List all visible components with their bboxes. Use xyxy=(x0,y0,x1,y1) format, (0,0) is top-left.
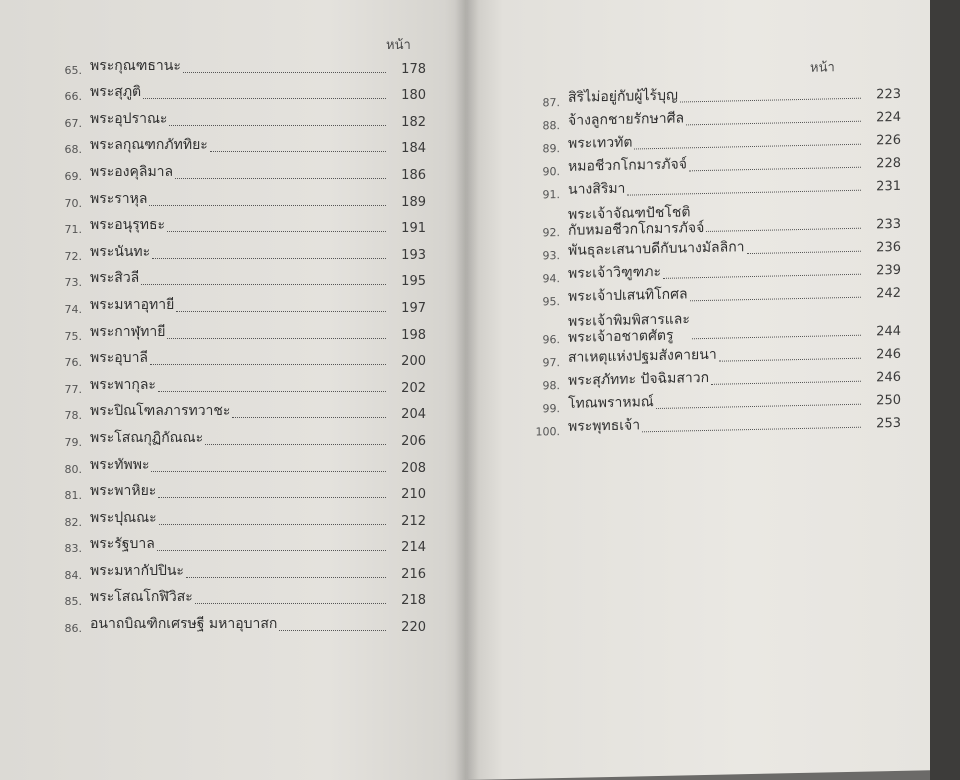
entry-number: 84. xyxy=(64,568,82,582)
entry-page-number: 223 xyxy=(876,86,901,103)
entry-title: พระราหุล xyxy=(90,190,148,207)
left-page xyxy=(0,0,468,780)
entry-page-number: 244 xyxy=(876,323,901,340)
entry-title: พระโสณกุฏิกัณณะ xyxy=(90,429,204,446)
toc-entry xyxy=(48,422,426,449)
entry-title: พระโสณโกฬิวิสะ xyxy=(90,589,193,606)
entry-title: สาเหตุแห่งปฐมสังคายนา xyxy=(568,346,717,366)
entry-title-line1: พระเจ้าจัณฑปัชโชติ xyxy=(568,204,691,223)
entry-title: พระเจ้าปเสนทิโกศล xyxy=(568,286,688,305)
entry-number: 81. xyxy=(64,489,82,503)
toc-entry xyxy=(48,396,426,423)
entry-title: พระสุภูติ xyxy=(90,84,142,101)
dot-leader xyxy=(692,335,861,340)
entry-number: 65. xyxy=(64,63,82,77)
entry-page-number: 246 xyxy=(876,346,901,363)
entry-number: 66. xyxy=(64,90,82,104)
dot-leader xyxy=(151,471,386,472)
entry-page-number: 204 xyxy=(401,407,426,423)
entry-number: 94. xyxy=(542,272,560,286)
entry-number: 87. xyxy=(542,96,560,110)
dot-leader xyxy=(149,205,386,206)
entry-page-number: 231 xyxy=(876,178,901,195)
entry-number: 98. xyxy=(542,379,560,393)
dot-leader xyxy=(195,603,386,604)
toc-entry xyxy=(48,289,426,316)
toc-entry xyxy=(48,369,426,396)
toc-list-right xyxy=(526,79,901,439)
entry-page-number: 180 xyxy=(401,88,426,104)
entry-title: โทณพราหมณ์ xyxy=(568,394,654,412)
entry-number: 82. xyxy=(64,515,82,529)
entry-title: จ้างลูกชายรักษาศีล xyxy=(568,110,685,129)
entry-number: 89. xyxy=(542,142,560,156)
entry-title: พระเจ้าวิฑูฑภะ xyxy=(568,263,661,282)
entry-page-number: 239 xyxy=(876,262,901,279)
entry-page-number: 191 xyxy=(401,221,426,237)
dot-leader xyxy=(169,125,386,126)
dot-leader xyxy=(176,311,386,312)
entry-number: 97. xyxy=(542,356,560,370)
toc-entry xyxy=(48,343,426,370)
entry-number: 88. xyxy=(542,119,560,133)
dot-leader xyxy=(143,98,386,99)
entry-page-number: 197 xyxy=(401,300,426,316)
entry-number: 78. xyxy=(64,409,82,423)
dot-leader xyxy=(711,381,861,385)
entry-title: พระอนุรุทธะ xyxy=(90,217,166,234)
entry-title: พระอุปราณะ xyxy=(90,110,168,127)
entry-page-number: 184 xyxy=(401,141,426,157)
toc-entry xyxy=(48,103,426,130)
background-edge xyxy=(930,0,960,780)
book-spine xyxy=(455,0,479,780)
entry-number: 96. xyxy=(542,333,560,347)
entry-page-number: 195 xyxy=(401,274,426,290)
dot-leader xyxy=(158,497,386,498)
toc-list-left xyxy=(48,50,426,635)
entry-page-number: 202 xyxy=(401,380,426,396)
dot-leader xyxy=(686,121,861,126)
dot-leader xyxy=(706,228,861,232)
dot-leader xyxy=(205,444,386,445)
entry-title: สิริไม่อยู่กับผู้ไร้บุญ xyxy=(568,87,678,106)
entry-title: อนาถบิณฑิกเศรษฐี มหาอุบาสก xyxy=(90,616,278,633)
entry-title: พระกุณฑธานะ xyxy=(90,57,181,74)
entry-title: พระนันทะ xyxy=(90,243,151,260)
entry-page-number: 216 xyxy=(401,566,426,582)
entry-page-number: 250 xyxy=(876,392,901,409)
dot-leader xyxy=(167,231,386,232)
entry-title-line1: พระเจ้าพิมพิสารและ xyxy=(568,311,690,330)
entry-number: 74. xyxy=(64,302,82,316)
entry-number: 90. xyxy=(542,165,560,179)
entry-number: 67. xyxy=(64,116,82,130)
entry-number: 76. xyxy=(64,356,82,370)
entry-number: 77. xyxy=(64,382,82,396)
entry-number: 72. xyxy=(64,249,82,263)
entry-page-number: 228 xyxy=(876,155,901,172)
entry-page-number: 224 xyxy=(876,109,901,126)
entry-number: 79. xyxy=(64,435,82,449)
dot-leader xyxy=(690,297,861,302)
toc-entry xyxy=(48,316,426,343)
entry-page-number: 206 xyxy=(401,433,426,449)
entry-number: 73. xyxy=(64,276,82,290)
entry-number: 80. xyxy=(64,462,82,476)
entry-title: พระรัฐบาล xyxy=(90,536,155,553)
entry-page-number: 226 xyxy=(876,132,901,149)
toc-entry xyxy=(48,476,426,503)
dot-leader xyxy=(159,524,386,525)
entry-title: พระสิวลี xyxy=(90,270,140,287)
entry-page-number: 253 xyxy=(876,415,901,432)
toc-entry xyxy=(48,77,426,104)
entry-page-number: 186 xyxy=(401,167,426,183)
toc-entry xyxy=(48,582,426,609)
entry-title: หมอชีวกโกมารภัจจ์ xyxy=(568,156,687,175)
entry-page-number: 208 xyxy=(401,460,426,476)
entry-title: พระปิณโฑลภารทวาชะ xyxy=(90,403,231,420)
entry-page-number: 212 xyxy=(401,513,426,529)
dot-leader xyxy=(680,98,861,103)
dot-leader xyxy=(689,167,861,172)
entry-title: พระพุทธเจ้า xyxy=(568,417,641,435)
entry-number: 71. xyxy=(64,223,82,237)
entry-page-number: 242 xyxy=(876,285,901,302)
toc-entry xyxy=(48,130,426,157)
entry-page-number: 178 xyxy=(401,61,426,77)
entry-number: 69. xyxy=(64,169,82,183)
entry-number: 99. xyxy=(542,402,560,416)
entry-number: 85. xyxy=(64,595,82,609)
entry-page-number: 200 xyxy=(401,354,426,370)
entry-page-number: 236 xyxy=(876,239,901,256)
entry-number: 83. xyxy=(64,542,82,556)
toc-entry xyxy=(48,449,426,476)
toc-entry xyxy=(48,210,426,237)
toc-entry xyxy=(48,502,426,529)
entry-title: พระอุบาลี xyxy=(90,350,149,367)
dot-leader xyxy=(167,338,386,339)
toc-entry xyxy=(48,608,426,635)
entry-page-number: 246 xyxy=(876,369,901,386)
right-page xyxy=(466,0,930,780)
entry-title: กับหมอชีวกโกมารภัจจ์ xyxy=(568,220,705,239)
dot-leader xyxy=(232,417,386,418)
toc-entry xyxy=(48,555,426,582)
entry-page-number: 182 xyxy=(401,114,426,130)
entry-title: พระลกุณฑกภัททิยะ xyxy=(90,137,208,154)
toc-entry xyxy=(48,529,426,556)
entry-number: 75. xyxy=(64,329,82,343)
dot-leader xyxy=(186,577,386,578)
page-column-header: หน้า xyxy=(386,38,411,53)
dot-leader xyxy=(183,72,386,73)
entry-number: 93. xyxy=(542,249,560,263)
toc-entry xyxy=(48,263,426,290)
entry-page-number: 189 xyxy=(401,194,426,210)
entry-title: พระกาฬุทายี xyxy=(90,323,166,340)
entry-page-number: 210 xyxy=(401,487,426,503)
entry-number: 70. xyxy=(64,196,82,210)
dot-leader xyxy=(719,358,861,362)
entry-title: พันธุละเสนาบดีกับนางมัลลิกา xyxy=(568,239,745,259)
entry-title: นางสิริมา xyxy=(568,180,626,198)
dot-leader xyxy=(279,630,386,631)
entry-page-number: 218 xyxy=(401,593,426,609)
entry-page-number: 193 xyxy=(401,247,426,263)
entry-title: พระสุภัททะ ปัจฉิมสาวก xyxy=(568,369,710,389)
dot-leader xyxy=(157,550,386,551)
entry-title: พระเทวทัต xyxy=(568,134,633,152)
entry-title: พระพาหิยะ xyxy=(90,483,157,500)
page-column-header: หน้า xyxy=(810,60,835,76)
entry-number: 92. xyxy=(542,226,560,240)
dot-leader xyxy=(210,151,386,152)
dot-leader xyxy=(152,258,386,259)
entry-number: 95. xyxy=(542,295,560,309)
dot-leader xyxy=(747,251,861,254)
toc-entry xyxy=(48,183,426,210)
dot-leader xyxy=(656,404,861,409)
entry-title: พระปุณณะ xyxy=(90,509,157,526)
entry-page-number: 233 xyxy=(876,216,901,233)
entry-page-number: 220 xyxy=(401,620,426,636)
toc-entry xyxy=(48,50,426,77)
dot-leader xyxy=(175,178,386,179)
entry-title: พระพากุละ xyxy=(90,376,156,393)
dot-leader xyxy=(141,284,386,285)
entry-number: 68. xyxy=(64,143,82,157)
entry-number: 91. xyxy=(542,188,560,202)
entry-title: พระมหากัปปินะ xyxy=(90,562,184,579)
dot-leader xyxy=(158,391,386,392)
entry-number: 100. xyxy=(535,425,560,439)
entry-title: พระทัพพะ xyxy=(90,456,150,473)
entry-page-number: 214 xyxy=(401,540,426,556)
dot-leader xyxy=(150,364,386,365)
entry-title: พระเจ้าอชาตศัตรู xyxy=(568,327,674,346)
toc-entry xyxy=(48,236,426,263)
entry-number: 86. xyxy=(64,622,82,636)
dot-leader xyxy=(642,427,861,433)
entry-title: พระองคุลิมาล xyxy=(90,163,174,180)
entry-title: พระมหาอุทายี xyxy=(90,296,175,313)
entry-page-number: 198 xyxy=(401,327,426,343)
toc-entry xyxy=(48,156,426,183)
dot-leader xyxy=(663,274,861,279)
